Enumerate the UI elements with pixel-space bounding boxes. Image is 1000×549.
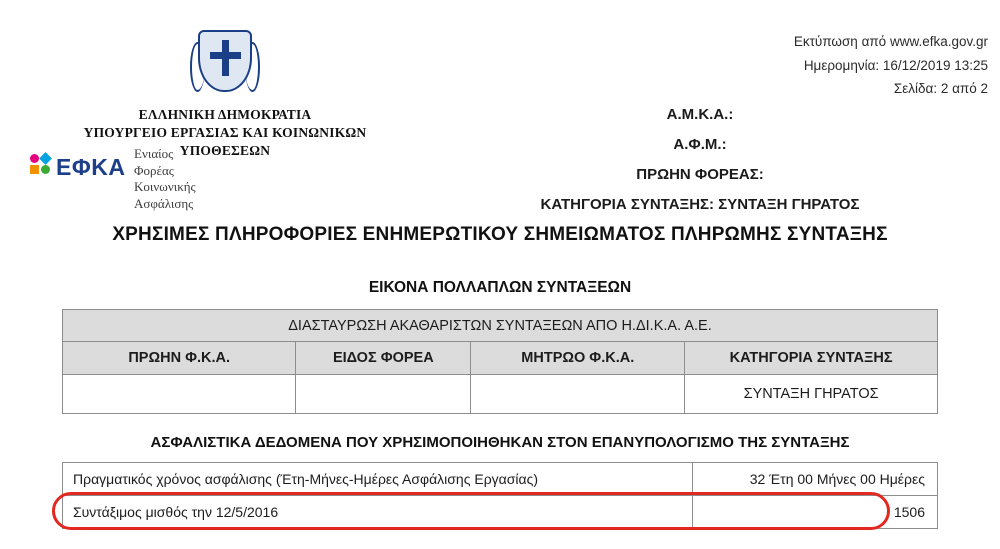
cell-former-fka [63,375,296,414]
ministry-line-3: ΥΠΟΘΕΣΕΩΝ [179,143,271,159]
page-number-text: Σελίδα: 2 από 2 [893,81,988,97]
print-date-text: Ημερομηνία: 16/12/2019 13:25 [803,57,988,73]
table-row [63,496,938,529]
table-header-row [63,342,938,375]
pensions-crosscheck-table [62,309,938,414]
ministry-line-1: ΕΛΛΗΝΙΚΗ ΔΗΜΟΚΡΑΤΙΑ [138,107,312,122]
ministry-header [60,28,390,161]
pension-category-field: ΚΑΤΗΓΟΡΙΑ ΣΥΝΤΑΞΗΣ: ΣΥΝΤΑΞΗ ΓΗΡΑΤΟΣ [540,196,860,213]
efka-mark-icon [30,154,52,178]
table-span-header-cell: ΔΙΑΣΤΑΥΡΩΣΗ ΑΚΑΘΑΡΙΣΤΩΝ ΣΥΝΤΑΞΕΩΝ ΑΠΟ Η.ΔΙ.Κ.Α. Α.Ε. [63,310,938,342]
efka-subtitle-line-2: Φορέας [134,162,174,178]
efka-logo [30,146,250,211]
insurance-data-table [62,462,938,529]
cell-carrier-type [296,375,471,414]
row-label-real-insurance-time: Πραγματικός χρόνος ασφάλισης (Έτη-Μήνες-Ημέρες Ασφάλισης Εργασίας) [63,463,693,496]
efka-subtitle-line-4: Ασφάλισης [134,195,194,211]
afm-field: Α.Φ.Μ.: [673,136,727,153]
efka-subtitle-line-1: Ενιαίος [134,146,174,161]
section-title-insurance-data: ΑΣΦΑΛΙΣΤΙΚΑ ΔΕΔΟΜΕΝΑ ΠΟΥ ΧΡΗΣΙΜΟΠΟΙΗΘΗΚΑΝ ΣΤΟΝ ΕΠΑΝΥΠΟΛΟΓΙΣΜΟ ΤΗΣ ΣΥΝΤΑΞΗΣ [150,434,850,451]
page-title: ΧΡΗΣΙΜΕΣ ΠΛΗΡΟΦΟΡΙΕΣ ΕΝΗΜΕΡΩΤΙΚΟΥ ΣΗΜΕΙΩΜΑΤΟΣ ΠΛΗΡΩΜΗΣ ΣΥΝΤΑΞΗΣ [112,224,888,245]
former-carrier-field: ΠΡΩΗΝ ΦΟΡΕΑΣ: [636,166,764,183]
identity-fields [430,100,970,220]
table-row [63,375,938,414]
column-header-fka-registry: ΜΗΤΡΩΟ Φ.Κ.Α. [471,342,685,375]
row-value-real-insurance-time: 32 Έτη 00 Μήνες 00 Ημέρες [693,463,938,496]
print-info-block [794,30,988,101]
row-value-pensionable-salary: 1506 [693,496,938,529]
efka-subtitle-line-3: Κοινωνικής [134,179,196,195]
ministry-line-2: ΥΠΟΥΡΓΕΙΟ ΕΡΓΑΣΙΑΣ ΚΑΙ ΚΟΙΝΩΝΙΚΩΝ [83,125,367,141]
table-row [63,463,938,496]
print-source-text: Εκτύπωση από www.efka.gov.gr [793,34,988,49]
section-title-multiple-pensions: ΕΙΚΟΝΑ ΠΟΛΛΑΠΛΩΝ ΣΥΝΤΑΞΕΩΝ [368,279,632,296]
cell-fka-registry [471,375,685,414]
row-label-pensionable-salary: Συντάξιμος μισθός την 12/5/2016 [63,496,693,529]
column-header-pension-category: ΚΑΤΗΓΟΡΙΑ ΣΥΝΤΑΞΗΣ [685,342,938,375]
table-span-header-row [63,310,938,342]
efka-wordmark: ΕΦΚΑ [56,154,126,180]
cell-pension-category: ΣΥΝΤΑΞΗ ΓΗΡΑΤΟΣ [685,375,938,414]
amka-field: Α.Μ.Κ.Α.: [666,106,734,123]
efka-subtitle [134,146,196,213]
column-header-carrier-type: ΕΙΔΟΣ ΦΟΡΕΑ [296,342,471,375]
column-header-former-fka: ΠΡΩΗΝ Φ.Κ.Α. [63,342,296,375]
greek-coat-of-arms-icon [194,28,256,100]
